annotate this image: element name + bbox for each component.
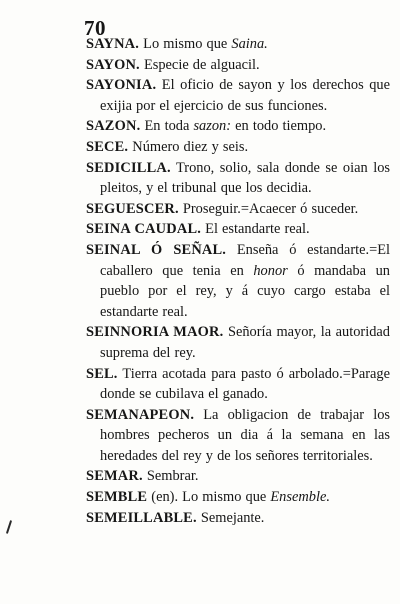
glossary-entry-sayonia	[86, 75, 390, 116]
glossary-entry-sazon	[86, 116, 390, 137]
glossary-entry-sece	[86, 137, 390, 158]
entry-definition: El estandarte real.	[201, 221, 310, 238]
entry-headword: SECE.	[86, 138, 129, 155]
entry-definition: Lo mismo que	[139, 36, 232, 52]
entry-headword: SEDICILLA.	[86, 159, 171, 176]
entry-italic-term: Ensemble.	[270, 489, 330, 506]
entry-definition: (en). Lo mismo que	[147, 489, 271, 506]
entry-definition: Proseguir.=Acaecer ó suceder.	[178, 200, 359, 217]
entry-headword: SEINNORIA MAOR.	[86, 324, 224, 341]
entry-definition-tail: en todo tiempo.	[231, 118, 327, 135]
entry-headword: SAYON.	[86, 56, 140, 73]
glossary-entry-sedicilla	[86, 158, 390, 199]
entry-headword: SEGUESCER.	[86, 200, 179, 217]
glossary-entry-semar	[86, 466, 390, 487]
entry-definition: Número diez y seis.	[128, 138, 249, 155]
glossary-entry-seguescer	[86, 199, 390, 220]
entry-definition: Semejante.	[196, 509, 265, 526]
entry-headword: SAYNA.	[86, 36, 140, 52]
entry-definition: Enseña ó estandarte.=El caballero que tenia en	[100, 241, 390, 279]
glossary-entry-seina-caudal	[86, 219, 390, 240]
entry-headword: SAZON.	[86, 118, 141, 135]
entry-definition: Especie de alguacil.	[139, 56, 260, 73]
entry-headword: SEL.	[86, 365, 118, 382]
entry-definition-tail: ó mandaba un pueblo por el rey, y á cuyo cargo estaba el estandarte real.	[100, 262, 390, 320]
entry-definition: Señoría mayor, la autoridad suprema del rey.	[100, 324, 390, 361]
glossary-entry-seinal	[86, 240, 390, 322]
entry-headword: SEMEILLABLE.	[86, 509, 197, 526]
entry-headword: SEMAR.	[86, 468, 143, 485]
glossary-entry-sayna	[86, 34, 390, 55]
ink-mark	[6, 520, 12, 534]
glossary-entry-sayon	[86, 55, 390, 76]
glossary-entry-seinnoria-maor	[86, 322, 390, 363]
entry-definition: Tierra acotada para pasto ó arbolado.=Parage donde se cubilava el ganado.	[100, 365, 390, 403]
entry-headword: SAYONIA.	[86, 77, 157, 94]
glossary-entry-semble	[86, 487, 390, 508]
entry-headword: SEINAL Ó SEÑAL.	[86, 241, 227, 258]
entry-definition: Trono, solio, sala donde se oian los pleitos, y el tribunal que los decidia.	[100, 159, 390, 197]
entry-definition: La obligacion de trabajar los hombres pecheros un dia á la semana en las heredades del rey y de los señores territoriales.	[100, 406, 390, 464]
entry-italic-term: sazon:	[193, 118, 232, 135]
page-number: 70	[84, 16, 106, 40]
entry-italic-term: Saina.	[231, 36, 268, 52]
glossary-entry-sel	[86, 364, 390, 405]
entry-definition: El oficio de sayon y los derechos que exijia por el ejercicio de sus funciones.	[100, 77, 390, 114]
glossary-entries	[86, 34, 390, 528]
entry-definition: Sembrar.	[142, 468, 199, 485]
entry-headword: SEMANAPEON.	[86, 406, 195, 423]
glossary-entry-semanapeon	[86, 405, 390, 467]
entry-headword: SEINA CAUDAL.	[86, 221, 202, 238]
entry-headword: SEMBLE	[86, 489, 148, 506]
glossary-entry-semeillable	[86, 508, 390, 529]
entry-definition: En toda	[140, 118, 194, 135]
entry-italic-term: honor	[253, 262, 288, 279]
